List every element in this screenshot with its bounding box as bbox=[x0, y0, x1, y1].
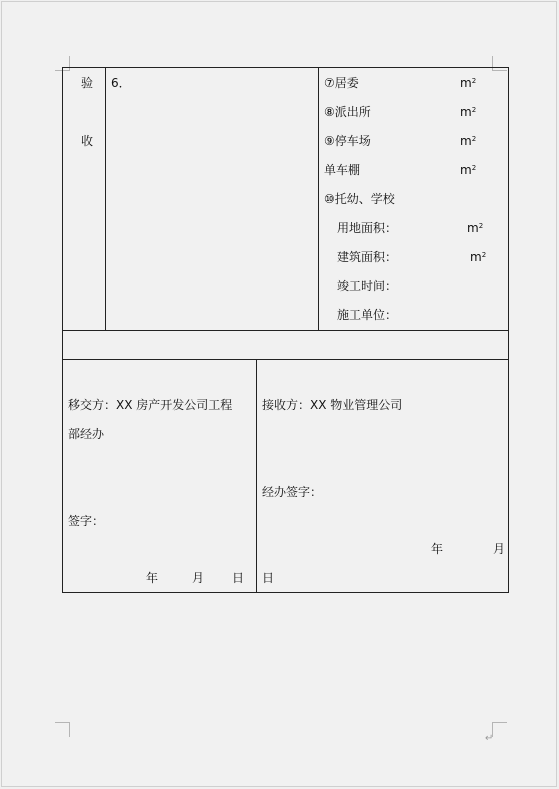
list-item-unit: $m^2$ bbox=[460, 105, 477, 119]
list-item-label: ⑨停车场 bbox=[324, 134, 371, 148]
list-item-label: 施工单位： bbox=[337, 308, 398, 322]
margin-mark-bottom-right bbox=[492, 722, 507, 737]
col-divider-handover bbox=[256, 359, 257, 593]
transfer-sign-label: 签字： bbox=[68, 514, 105, 528]
list-item-unit: $m^2$ bbox=[467, 221, 484, 235]
col-divider-list bbox=[318, 68, 319, 330]
transfer-date-day: 日 bbox=[232, 571, 245, 585]
list-item-label: ⑧派出所 bbox=[324, 105, 371, 119]
item-6: 6． bbox=[111, 76, 131, 90]
list-item-unit: $m^2$ bbox=[470, 250, 487, 264]
list-item-unit: $m^2$ bbox=[460, 76, 477, 90]
list-item-label: 竣工时间： bbox=[337, 279, 398, 293]
acceptance-label-char2: 收 bbox=[81, 134, 94, 148]
margin-mark-bottom-left bbox=[55, 722, 70, 737]
transfer-party-line2: 部经办 bbox=[68, 427, 105, 441]
acceptance-table bbox=[62, 67, 509, 593]
list-item-unit: $m^2$ bbox=[460, 163, 477, 177]
transfer-date-month: 月 bbox=[192, 571, 205, 585]
col-divider-label bbox=[105, 68, 106, 330]
transfer-date-year: 年 bbox=[146, 571, 159, 585]
receive-sign-label: 经办签字： bbox=[262, 485, 323, 499]
transfer-party-line1: 移交方：XX 房产开发公司工程 bbox=[68, 398, 233, 412]
list-item-label: ⑩托幼、学校 bbox=[324, 192, 395, 206]
receive-date-day: 日 bbox=[262, 571, 275, 585]
acceptance-label-char1: 验 bbox=[81, 76, 94, 90]
receive-date-year: 年 bbox=[431, 542, 444, 556]
list-item-label: ⑦居委 bbox=[324, 76, 359, 90]
list-item-unit: $m^2$ bbox=[460, 134, 477, 148]
list-item-label: 用地面积： bbox=[337, 221, 398, 235]
receive-date-month: 月 bbox=[493, 542, 506, 556]
list-item-label: 单车棚 bbox=[324, 163, 361, 177]
row-divider-1 bbox=[63, 330, 508, 331]
row-divider-2 bbox=[63, 359, 508, 360]
list-item-label: 建筑面积： bbox=[337, 250, 398, 264]
receive-party-line1: 接收方：XX 物业管理公司 bbox=[262, 398, 403, 412]
paragraph-mark-icon: ↵ bbox=[485, 733, 494, 744]
